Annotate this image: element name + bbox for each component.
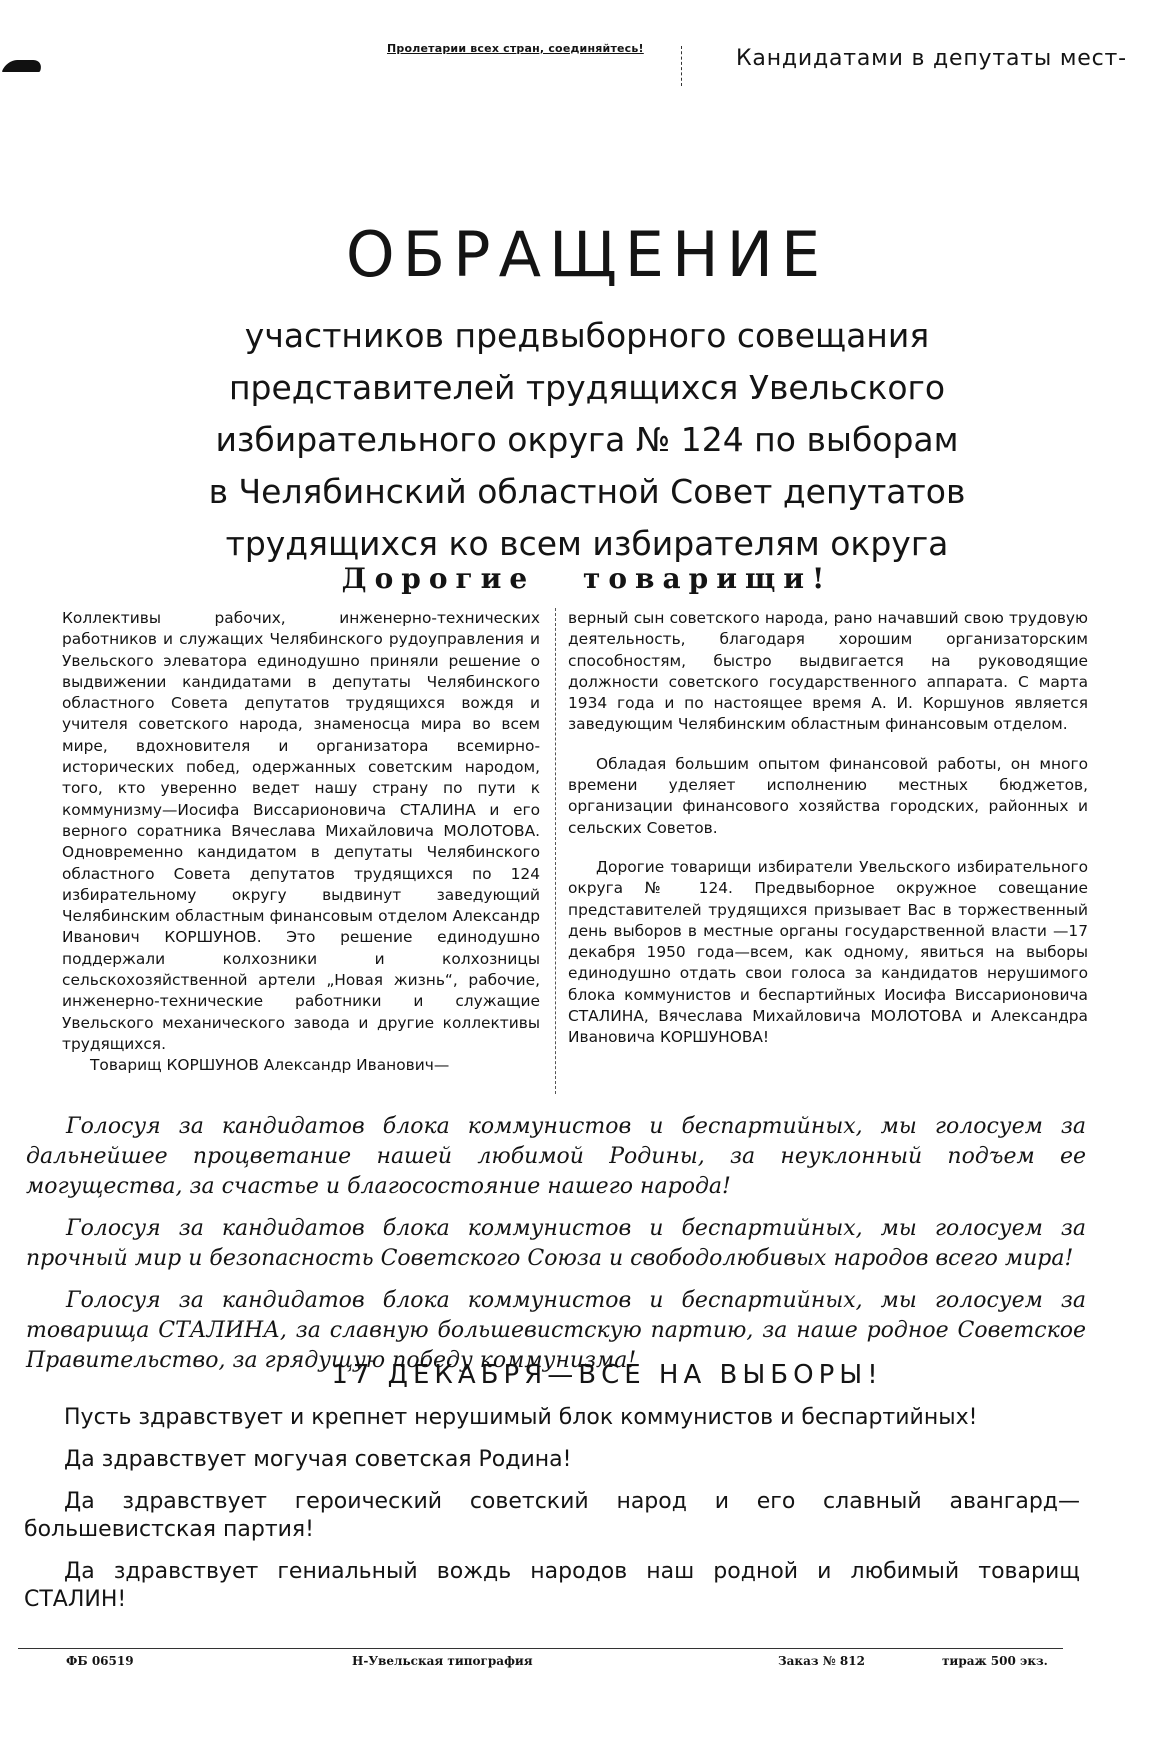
subtitle-line: избирательного округа № 124 по выборам: [215, 420, 959, 459]
column-divider: [555, 608, 557, 1094]
appeal-paragraph: Голосуя за кандидатов блока коммунистов и беспартийных, мы голосуем за дальнейшее процветание нашей любимой Родины, за неуклонный подъем ее могущества, за счастье и благосостояние нашего народа!: [26, 1114, 1086, 1199]
subtitle-line: в Челябинский областной Совет депутатов: [208, 472, 966, 511]
election-callout: 17 ДЕКАБРЯ—ВСЕ НА ВЫБОРЫ!: [331, 1360, 883, 1390]
greeting-heading: Дорогие товарищи!: [341, 562, 833, 595]
slogan-line: Да здравствует могучая советская Родина!: [64, 1447, 572, 1472]
footer-rule: [18, 1648, 1063, 1650]
slogan-line: Да здравствует гениальный вождь народов наш родной и любимый товарищ СТАЛИН!: [24, 1559, 1080, 1612]
body-paragraph: Коллективы рабочих, инженерно-технических работников и служащих Челябинского рудоуправления и Увельского элеватора единодушно приняли решение о выдвижении кандидатами в депутаты Челябинского областного Совета депутатов трудящихся вождя и учителя советского народа, знаменосца мира во всем мире, вдохновителя и организатора всемирно-исторических побед, одержанных советским народом, того, кто уверенно ведет нашу страну по пути к коммунизму—Иосифа Виссарионовича СТАЛИНА и его верного соратника Вячеслава Михайловича МОЛОТОВА. Одновременно кандидатом в депутаты Челябинского областного Совета депутатов трудящихся по 124 избирательному округу выдвинут заведующий Челябинским областным финансовым отделом Александр Иванович КОРШУНОВ. Это решение единодушно поддержали колхозники и колхозницы сельскохозяйственной артели „Новая жизнь“, рабочие, инженерно-технические работники и служащие Увельского механического завода и другие коллективы трудящихся.: [62, 609, 540, 1053]
slogans-section: [24, 1404, 1080, 1628]
subtitle-line: трудящихся ко всем избирателям округа: [225, 524, 949, 563]
appeal-paragraph: Голосуя за кандидатов блока коммунистов и беспартийных, мы голосуем за товарища СТАЛИНА, за славную большевистскую партию, за наше родное Советское Правительство, за грядущую победу коммунизма!: [26, 1288, 1086, 1373]
footer-order: Заказ № 812: [778, 1654, 865, 1668]
document-title: ОБРАЩЕНИЕ: [345, 218, 829, 291]
appeal-paragraph: Голосуя за кандидатов блока коммунистов и беспартийных, мы голосуем за прочный мир и безопасность Советского Союза и свободолюбивых народов всего мира!: [26, 1216, 1086, 1271]
header-divider: [681, 46, 683, 86]
body-paragraph: Дорогие товарищи избиратели Увельского избирательного округа № 124. Предвыборное окружное совещание представителей трудящихся призывает Вас в торжественный день выборов в местные органы государственной власти —17 декабря 1950 года—всем, как одному, явиться на выборы единодушно отдать свои голоса за кандидатов нерушимого блока коммунистов и беспартийных Иосифа Виссарионовича СТАЛИНА, Вячеслава Михайловича МОЛОТОВА и Александра Ивановича КОРШУНОВА!: [568, 857, 1088, 1047]
right-column: [568, 608, 1088, 1049]
body-paragraph: Обладая большим опытом финансовой работы, он много времени уделяет исполнению местных бюджетов, организации финансового хозяйства городских, районных и сельских Советов.: [568, 754, 1088, 837]
body-paragraph: Товарищ КОРШУНОВ Александр Иванович—: [90, 1056, 450, 1075]
footer-circulation: тираж 500 экз.: [942, 1654, 1048, 1668]
slogan-line: Да здравствует героический советский народ и его славный авангард—большевистская партия!: [24, 1489, 1080, 1542]
footer-printer: Н-Увельская типография: [352, 1654, 533, 1668]
appeals-section: [26, 1112, 1086, 1388]
header-fragment-text: Кандидатами в депутаты мест-: [736, 46, 1127, 71]
ink-mark: [2, 60, 44, 72]
document-subtitle: [60, 310, 1114, 570]
footer-code: ФБ 06519: [66, 1654, 134, 1668]
left-column: [62, 608, 540, 1077]
subtitle-line: представителей трудящихся Увельского: [228, 368, 946, 407]
body-paragraph: верный сын советского народа, рано начавший свою трудовую деятельность, благодаря хорошим организаторским способностям, быстро выдвигается на руководящие должности советского государственного аппарата. С марта 1934 года и по настоящее время А. И. Коршунов является заведующим Челябинским областным финансовым отделом.: [568, 609, 1088, 734]
slogan-line: Пусть здравствует и крепнет нерушимый блок коммунистов и беспартийных!: [64, 1405, 978, 1430]
subtitle-line: участников предвыборного совещания: [244, 316, 930, 355]
party-slogan: Пролетарии всех стран, соединяйтесь!: [387, 42, 644, 55]
